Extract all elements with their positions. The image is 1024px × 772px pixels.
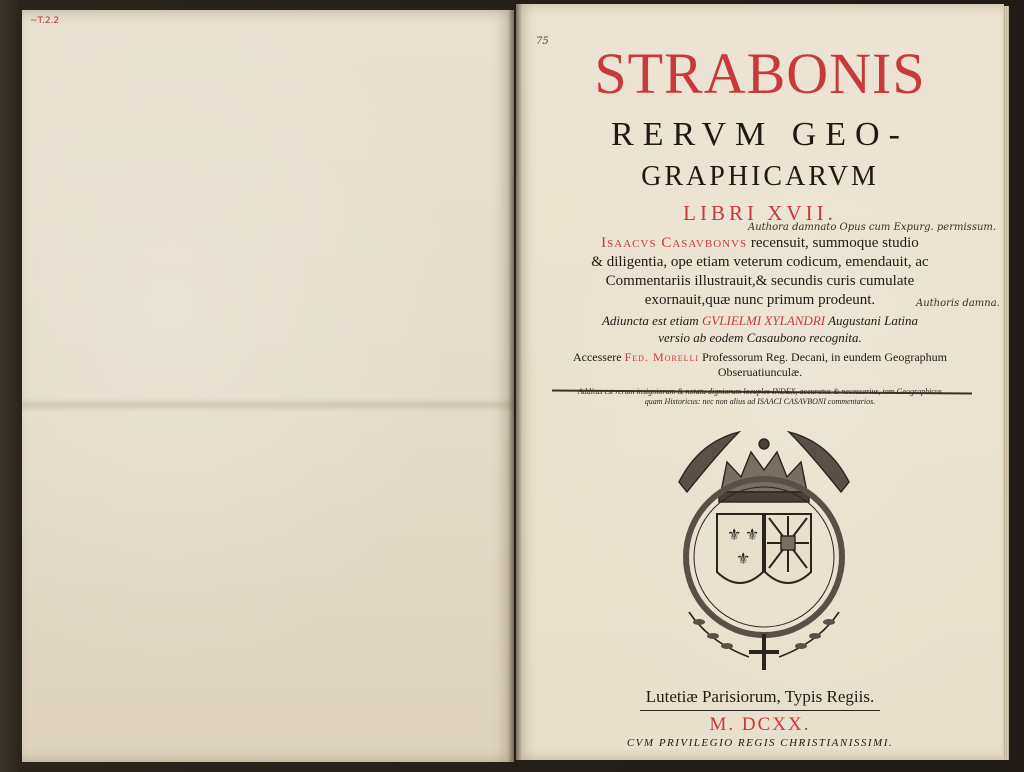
imprint-rule — [640, 710, 880, 711]
title-page — [516, 4, 1004, 760]
title-line-3: GRAPHICARVM — [641, 161, 879, 192]
page-stack-edge — [1003, 6, 1009, 760]
title-main: STRABONIS — [594, 41, 926, 106]
paper-fold-crease — [22, 398, 514, 412]
morelli-pre: Accessere — [572, 350, 622, 364]
editor-line-1-text: recensuit, summoque studio — [750, 235, 919, 251]
xylander-line-1 — [516, 312, 1004, 329]
xylander-name: GVLIELMI XYLANDRI — [701, 313, 826, 328]
title-line-2: RERVM GEO- — [611, 116, 909, 153]
svg-text:⚜: ⚜ — [736, 549, 751, 568]
shelf-mark: ~T.2.2 — [30, 16, 60, 26]
royal-privilege: CVM PRIVILEGIO REGIS CHRISTIANISSIMI. — [626, 737, 894, 749]
editor-name: Isaacvs Casavbonvs — [601, 235, 748, 251]
morelli-paragraph — [516, 350, 1004, 380]
editor-line-1 — [516, 234, 1004, 253]
xylander-paragraph — [516, 312, 1004, 346]
struck-line-2: quam Historicus: nec non alius ad ISAACI CASAVBONI commentarios. — [644, 397, 876, 406]
title-line-4: LIBRI XVII. — [683, 201, 837, 225]
svg-text:⚜: ⚜ — [745, 525, 760, 544]
handwritten-note-censor: Authora damnato Opus cum Expurg. permissum. — [748, 222, 997, 233]
royal-arms-crest-icon — [669, 422, 859, 672]
svg-text:⚜: ⚜ — [727, 525, 742, 544]
xylander-post: Augustani Latina — [828, 313, 919, 328]
morelli-line-1 — [516, 350, 1004, 365]
morelli-name: Fed. Morelli — [624, 350, 700, 364]
xylander-pre: Adiuncta est etiam — [601, 313, 699, 328]
editor-line-2: & diligentia, ope etiam veterum codicum, emendauit, ac — [591, 254, 929, 270]
morelli-line-2: Obseruatiunculæ. — [717, 365, 803, 379]
handwritten-note-author: Authoris damna. — [916, 298, 1000, 309]
spine-gutter — [508, 0, 522, 772]
xylander-line-2: versio ab eodem Casaubono recognita. — [658, 330, 862, 345]
editor-line-3: Commentariis illustrauit,& secundis curis cumulate — [605, 273, 915, 289]
morelli-post: Professorum Reg. Decani, in eundem Geographum — [702, 350, 948, 364]
imprint-line: Lutetiæ Parisiorum, Typis Regiis. — [645, 687, 875, 706]
left-page-blank — [22, 10, 514, 762]
folio-number: 75 — [536, 36, 549, 47]
editor-line-4: exornauit,quæ nunc primum prodeunt. — [644, 292, 876, 308]
publication-year: M. DCXX. — [709, 714, 811, 735]
